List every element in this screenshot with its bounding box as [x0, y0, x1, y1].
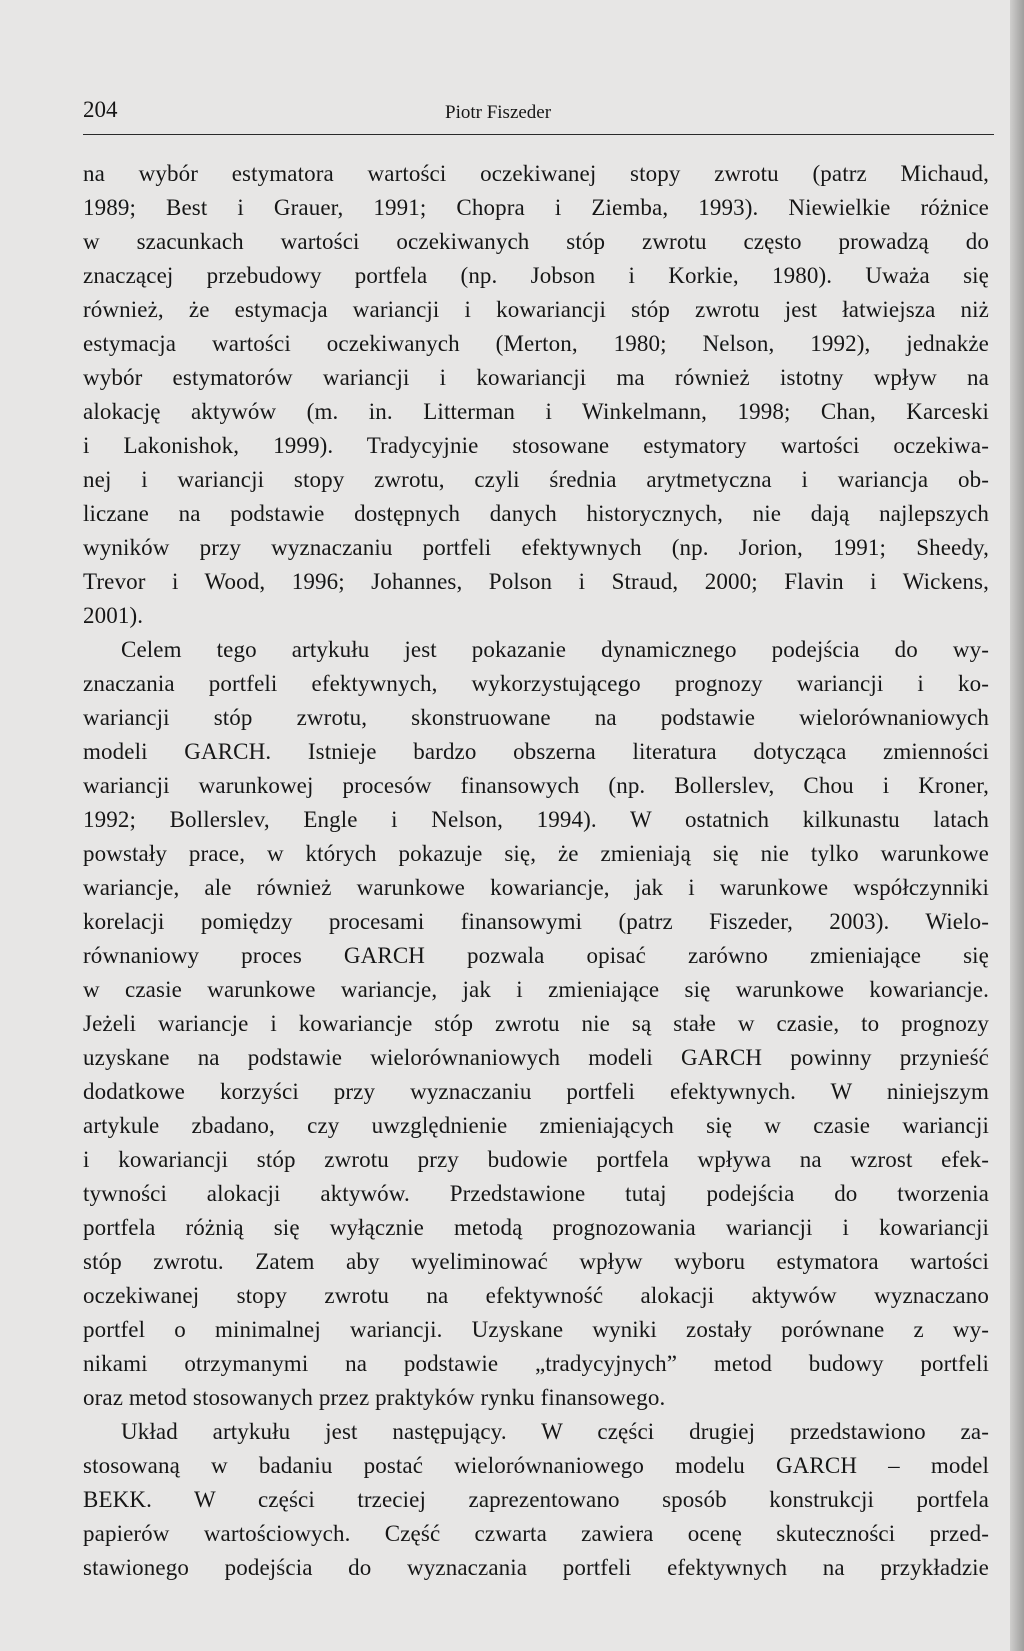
text-line: stawionego podejścia do wyznaczania portfeli efektywnych na przykładzie — [83, 1555, 989, 1580]
text-line: nikami otrzymanymi na podstawie „tradycyjnych” metod budowy portfeli — [83, 1351, 989, 1376]
text-line: Układ artykułu jest następujący. W części drugiej przedstawiono za- — [121, 1419, 989, 1444]
text-line: estymacja wartości oczekiwanych (Merton, 1980; Nelson, 1992), jednakże — [83, 331, 989, 356]
text-line: stóp zwrotu. Zatem aby wyeliminować wpływ wyboru estymatora wartości — [83, 1249, 989, 1274]
text-line: wybór estymatorów wariancji i kowariancji ma również istotny wpływ na — [83, 365, 989, 390]
text-line: i kowariancji stóp zwrotu przy budowie portfela wpływa na wzrost efek- — [83, 1147, 989, 1172]
text-line: alokację aktywów (m. in. Litterman i Winkelmann, 1998; Chan, Karceski — [83, 399, 989, 424]
text-line: 2001). — [83, 603, 144, 628]
text-line: powstały prace, w których pokazuje się, że zmieniają się nie tylko warunkowe — [83, 841, 989, 866]
text-line: równaniowy proces GARCH pozwala opisać zarówno zmieniające się — [83, 943, 989, 968]
text-line: w czasie warunkowe wariancje, jak i zmieniające się warunkowe kowariancje. — [83, 977, 989, 1002]
text-line: uzyskane na podstawie wielorównaniowych modeli GARCH powinny przynieść — [83, 1045, 989, 1070]
text-line: wyników przy wyznaczaniu portfeli efektywnych (np. Jorion, 1991; Sheedy, — [83, 535, 989, 560]
text-line: Trevor i Wood, 1996; Johannes, Polson i Straud, 2000; Flavin i Wickens, — [83, 569, 989, 594]
text-line: 1989; Best i Grauer, 1991; Chopra i Ziemba, 1993). Niewielkie różnice — [83, 195, 989, 220]
text-line: papierów wartościowych. Część czwarta zawiera ocenę skuteczności przed- — [83, 1521, 989, 1546]
text-line: modeli GARCH. Istnieje bardzo obszerna literatura dotycząca zmienności — [83, 739, 989, 764]
text-line: tywności alokacji aktywów. Przedstawione tutaj podejścia do tworzenia — [83, 1181, 989, 1206]
text-line: artykule zbadano, czy uwzględnienie zmieniających się w czasie wariancji — [83, 1113, 989, 1138]
body-text — [83, 158, 989, 1608]
text-line: na wybór estymatora wartości oczekiwanej stopy zwrotu (patrz Michaud, — [83, 161, 989, 186]
text-line: dodatkowe korzyści przy wyznaczaniu portfeli efektywnych. W niniejszym — [83, 1079, 989, 1104]
text-line: 1992; Bollerslev, Engle i Nelson, 1994). W ostatnich kilkunastu latach — [83, 807, 989, 832]
text-line: w szacunkach wartości oczekiwanych stóp zwrotu często prowadzą do — [83, 229, 989, 254]
text-line: również, że estymacja wariancji i kowariancji stóp zwrotu jest łatwiejsza niż — [83, 297, 989, 322]
page-edge-shadow — [1010, 0, 1024, 1651]
page-number: 204 — [83, 97, 118, 122]
page-header — [83, 96, 994, 135]
text-line: znaczącej przebudowy portfela (np. Jobson i Korkie, 1980). Uważa się — [83, 263, 989, 288]
text-line: oczekiwanej stopy zwrotu na efektywność alokacji aktywów wyznaczano — [83, 1283, 989, 1308]
text-line: portfela różnią się wyłącznie metodą prognozowania wariancji i kowariancji — [83, 1215, 989, 1240]
text-line: Jeżeli wariancje i kowariancje stóp zwrotu nie są stałe w czasie, to prognozy — [83, 1011, 989, 1036]
text-line: oraz metod stosowanych przez praktyków rynku finansowego. — [83, 1385, 666, 1410]
running-head: Piotr Fiszeder — [445, 102, 552, 123]
text-line: portfel o minimalnej wariancji. Uzyskane wyniki zostały porównane z wy- — [83, 1317, 989, 1342]
text-line: BEKK. W części trzeciej zaprezentowano sposób konstrukcji portfela — [83, 1487, 989, 1512]
text-line: stosowaną w badaniu postać wielorównaniowego modelu GARCH – model — [83, 1453, 989, 1478]
text-line: korelacji pomiędzy procesami finansowymi (patrz Fiszeder, 2003). Wielo- — [83, 909, 989, 934]
text-line: Celem tego artykułu jest pokazanie dynamicznego podejścia do wy- — [121, 637, 989, 662]
text-line: wariancji stóp zwrotu, skonstruowane na podstawie wielorównaniowych — [83, 705, 989, 730]
text-line: wariancje, ale również warunkowe kowariancje, jak i warunkowe współczynniki — [83, 875, 989, 900]
text-line: nej i wariancji stopy zwrotu, czyli średnia arytmetyczna i wariancja ob- — [83, 467, 989, 492]
text-line: znaczania portfeli efektywnych, wykorzystującego prognozy wariancji i ko- — [83, 671, 989, 696]
text-line: i Lakonishok, 1999). Tradycyjnie stosowane estymatory wartości oczekiwa- — [83, 433, 989, 458]
text-line: wariancji warunkowej procesów finansowych (np. Bollerslev, Chou i Kroner, — [83, 773, 989, 798]
text-line: liczane na podstawie dostępnych danych historycznych, nie dają najlepszych — [83, 501, 989, 526]
